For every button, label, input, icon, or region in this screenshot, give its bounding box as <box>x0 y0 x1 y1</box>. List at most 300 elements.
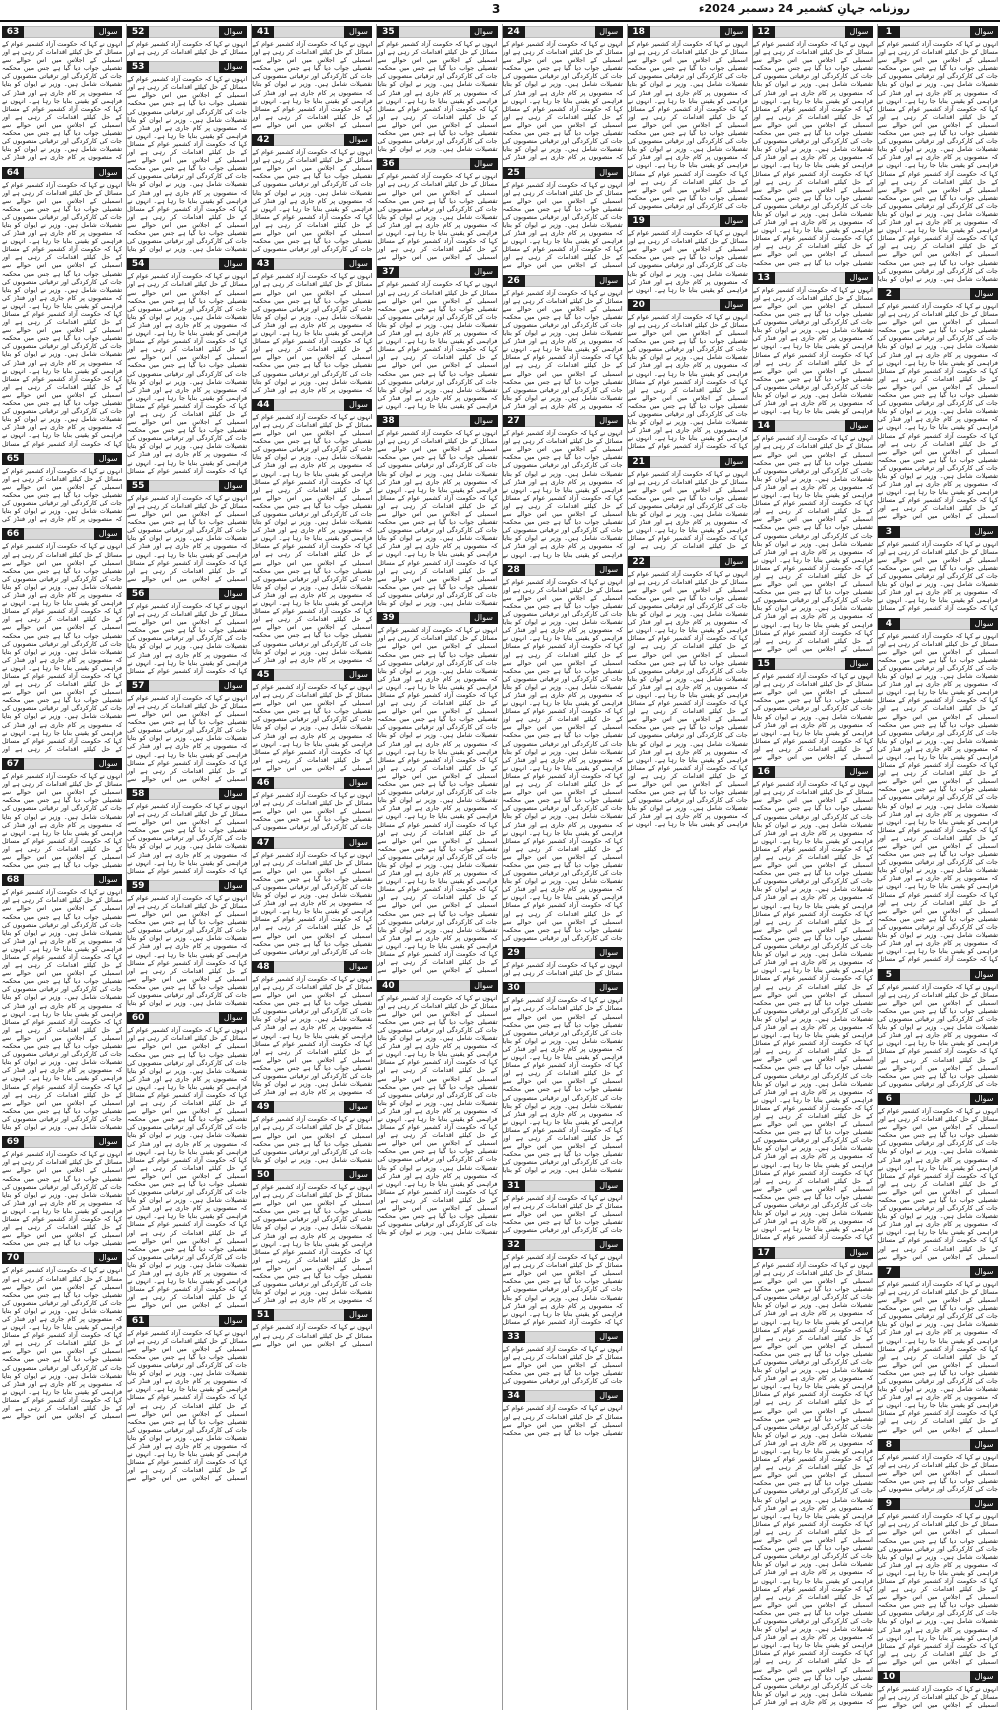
question-body-text: انہوں نے کہا کہ حکومت آزاد کشمیر عوام کے مسائل کے حل کیلئے اقدامات کر رہی ہے اور اسمبلی کے اجلاس میں اس حوالے سے تفصیلی جواب دیا گیا ہے جس میں محکمہ جات کی کارکردگی اور ترقیاتی منصوبوں کی تفصیلات شامل ہیں۔ وزیر نے ایوان کو بتایا کہ منصوبوں پر کام جاری ہے اور فنڈز کی فراہمی کو یقینی بنایا جا رہا ہے۔ انہوں نے کہا کہ حکومت آزاد کشمیر عوام کے مسائل کے حل کیلئے اقدامات کر رہی ہے اور اسمبلی کے اجلاس میں اس حوالے سے <box>127 493 248 583</box>
question-number: 70 <box>2 1252 24 1264</box>
question-body-text: انہوں نے کہا کہ حکومت آزاد کشمیر عوام کے مسائل کے حل کیلئے اقدامات کر رہی ہے اور اسمبلی کے اجلاس میں اس حوالے سے تفصیلی جواب دیا گیا ہے جس میں محکمہ جات کی کارکردگی اور ترقیاتی منصوبوں کی تفصیلات شامل ہیں۔ وزیر نے ایوان کو بتایا کہ منصوبوں پر کام جاری ہے اور فنڈز کی فراہمی کو یقینی بنایا جا رہا ہے۔ انہوں نے کہا کہ حکومت آزاد کشمیر عوام کے مسائل کے حل کیلئے اقدامات کر رہی ہے اور اسمبلی کے اجلاس میں اس حوالے سے تفصیلی جواب دیا گیا ہے جس میں محکمہ جات کی کارکردگی اور ترقیاتی منصوبوں کی تفصیلات شامل ہیں۔ وزیر نے ایوان کو بتایا کہ منصوبوں پر کام جاری ہے اور فنڈز کی <box>502 40 623 162</box>
question-rule-bar <box>274 961 344 973</box>
question-body-text: انہوں نے کہا کہ حکومت آزاد کشمیر عوام کے مسائل کے حل کیلئے اقدامات کر رہی ہے اور اسمبلی کے اجلاس میں اس حوالے سے تفصیلی جواب دیا گیا ہے جس میں محکمہ جات کی کارکردگی اور ترقیاتی منصوبوں کی تفصیلات شامل ہیں۔ وزیر نے ایوان کو بتایا کہ منصوبوں پر کام جاری ہے اور فنڈز کی فراہمی کو یقینی بنایا جا رہا ہے۔ انہوں نے کہا کہ حکومت آزاد کشمیر عوام کے مسائل کے حل کیلئے اقدامات کر رہی ہے اور اسمبلی کے اجلاس میں اس حوالے سے تفصیلی جواب دیا گیا ہے جس میں محکمہ جات کی کارکردگی اور ترقیاتی منصوبوں کی تفصیلات شامل ہیں۔ وزیر نے ایوان کو بتایا کہ منصوبوں پر کام جاری ہے اور فنڈز کی فراہمی کو یقینی بنایا جا رہا ہے۔ انہوں نے کہا کہ حکومت آزاد کشمیر عوام کے مسائل کے حل کیلئے اقدامات کر رہی ہے اور اسمبلی کے اجلاس میں اس حوالے سے تفصیلی جواب دیا گیا ہے جس میں محکمہ جات کی کارکردگی اور ترقیاتی منصوبوں کی تفصیلات شامل ہیں۔ وزیر نے ایوان کو بتایا کہ منصوبوں پر کام جاری ہے اور فنڈز کی فراہمی کو یقینی بنایا جا رہا ہے۔ انہوں نے کہا کہ حکومت آزاد کشمیر عوام کے مسائل کے حل کیلئے اقدامات کر رہی ہے اور اسمبلی کے اجلاس میں اس حوالے سے تفصیلی جواب دیا گیا ہے جس میں محکمہ جات کی کارکردگی اور ترقیاتی منصوبوں کی تفصیلات شامل ہیں۔ وزیر نے ایوان کو بتایا <box>377 993 498 1237</box>
question-header <box>503 415 623 427</box>
question-header <box>252 1101 372 1113</box>
question-rule-bar <box>149 788 219 800</box>
question-body-text: انہوں نے کہا کہ حکومت آزاد کشمیر عوام کے مسائل کے حل کیلئے اقدامات کر رہی ہے اور اسمبلی کے اجلاس میں اس حوالے سے تفصیلی جواب دیا گیا ہے جس میں محکمہ جات کی کارکردگی اور ترقیاتی منصوبوں کی تفصیلات شامل ہیں۔ وزیر نے ایوان کو بتایا کہ منصوبوں پر کام جاری ہے اور فنڈز کی فراہمی کو یقینی بنایا جا رہا ہے۔ انہوں نے کہا کہ حکومت آزاد کشمیر عوام کے مسائل کے حل کیلئے اقدامات کر رہی ہے اور اسمبلی کے اجلاس میں اس حوالے سے تفصیلی جواب دیا گیا ہے جس میں محکمہ جات کی کارکردگی اور ترقیاتی منصوبوں کی تفصیلات شامل ہیں۔ وزیر نے ایوان کو بتایا کہ منصوبوں پر کام جاری ہے اور فنڈز کی فراہمی کو یقینی بنایا جا رہا ہے۔ انہوں نے کہا کہ حکومت آزاد کشمیر عوام کے مسائل کے حل کیلئے اقدامات کر رہی ہے اور اسمبلی کے اجلاس میں اس حوالے سے <box>877 1512 998 1666</box>
question-rule-bar <box>525 564 595 576</box>
question-marker: سوال <box>219 788 247 800</box>
question-header <box>127 258 247 270</box>
question-number: 29 <box>503 947 525 959</box>
question-item <box>628 454 748 551</box>
question-item <box>2 165 122 448</box>
question-header <box>377 26 497 38</box>
question-number: 48 <box>252 961 274 973</box>
question-item <box>377 610 497 974</box>
question-rule-bar <box>149 26 219 38</box>
question-number: 24 <box>503 26 525 38</box>
question-number: 30 <box>503 982 525 994</box>
question-rule-bar <box>274 399 344 411</box>
question-rule-bar <box>399 612 469 624</box>
question-item <box>503 273 623 411</box>
question-body-text: انہوں نے کہا کہ حکومت آزاد کشمیر عوام کے مسائل کے حل کیلئے اقدامات کر رہی ہے اور اسمبلی کے اجلاس میں اس حوالے سے تفصیلی جواب دیا گیا ہے جس میں محکمہ جات کی کارکردگی اور ترقیاتی منصوبوں کی تفصیلات شامل ہیں۔ وزیر نے ایوان کو بتایا کہ منصوبوں پر کام جاری ہے اور فنڈز کی فراہمی کو یقینی بنایا جا رہا ہے۔ انہوں نے کہا کہ حکومت آزاد کشمیر عوام کے مسائل کے حل کیلئے اقدامات کر رہی ہے اور اسمبلی کے اجلاس میں اس حوالے سے تفصیلی جواب دیا گیا ہے جس میں محکمہ جات کی کارکردگی اور ترقیاتی منصوبوں کی تفصیلات شامل ہیں۔ وزیر نے ایوان کو بتایا کہ منصوبوں پر کام جاری ہے اور فنڈز کی فراہمی کو یقینی بنایا جا رہا ہے۔ انہوں نے کہا کہ حکومت آزاد کشمیر عوام کے مسائل کے حل کیلئے اقدامات کر رہی ہے اور اسمبلی کے اجلاس میں اس حوالے سے تفصیلی جواب دیا گیا ہے جس میں محکمہ جات کی کارکردگی اور ترقیاتی منصوبوں کی تفصیلات شامل ہیں۔ وزیر نے ایوان کو بتایا کہ منصوبوں پر کام جاری ہے اور فنڈز کی فراہمی کو یقینی بنایا جا رہا ہے۔ انہوں نے کہا کہ حکومت آزاد کشمیر عوام کے مسائل کے حل کیلئے اقدامات کر رہی ہے اور اسمبلی کے اجلاس میں اس حوالے سے <box>877 302 998 521</box>
question-number: 35 <box>377 26 399 38</box>
question-marker: سوال <box>845 26 873 38</box>
question-marker: سوال <box>470 26 498 38</box>
question-item <box>503 562 623 943</box>
question-marker: سوال <box>344 1309 372 1321</box>
page-number: 3 <box>492 2 501 16</box>
question-number: 20 <box>628 299 650 311</box>
question-header <box>878 288 998 300</box>
question-body-text: انہوں نے کہا کہ حکومت آزاد کشمیر عوام کے مسائل کے حل کیلئے اقدامات کر رہی ہے اور اسمبلی کے اجلاس میں اس حوالے سے تفصیلی جواب دیا گیا ہے جس میں محکمہ جات کی کارکردگی اور ترقیاتی منصوبوں کی تفصیلات شامل ہیں۔ وزیر نے ایوان کو بتایا کہ منصوبوں پر کام جاری ہے اور فنڈز کی فراہمی کو یقینی بنایا جا رہا ہے۔ انہوں نے کہا کہ حکومت آزاد کشمیر عوام کے مسائل کے حل کیلئے اقدامات کر رہی ہے اور اسمبلی کے اجلاس میں اس حوالے سے تفصیلی جواب دیا گیا ہے جس میں محکمہ جات کی کارکردگی اور ترقیاتی منصوبوں کی تفصیلات شامل ہیں۔ وزیر نے ایوان کو بتایا کہ منصوبوں پر کام جاری ہے اور فنڈز کی فراہمی کو یقینی بنایا جا رہا ہے۔ انہوں نے کہا کہ حکومت آزاد کشمیر عوام کے مسائل کے حل کیلئے اقدامات کر رہی ہے اور اسمبلی کے اجلاس میں اس حوالے سے تفصیلی جواب دیا گیا ہے جس میں محکمہ جات کی کارکردگی اور ترقیاتی منصوبوں کی <box>627 40 748 210</box>
question-header <box>503 982 623 994</box>
question-number: 18 <box>628 26 650 38</box>
question-marker: سوال <box>720 456 748 468</box>
question-item <box>878 1264 998 1434</box>
question-marker: سوال <box>470 415 498 427</box>
question-item <box>878 1669 998 1710</box>
question-body-text: انہوں نے کہا کہ حکومت آزاد کشمیر عوام کے مسائل کے حل کیلئے اقدامات کر رہی ہے اور اسمبلی کے اجلاس میں اس حوالے سے تفصیلی جواب دیا گیا ہے جس میں محکمہ جات کی کارکردگی اور ترقیاتی منصوبوں کی تفصیلات شامل ہیں۔ وزیر نے ایوان کو بتایا کہ منصوبوں پر کام جاری ہے اور فنڈز کی فراہمی کو یقینی بنایا جا رہا ہے۔ انہوں نے کہا کہ حکومت آزاد کشمیر عوام کے مسائل کے حل کیلئے اقدامات کر رہی ہے اور اسمبلی کے اجلاس میں اس حوالے سے تفصیلی جواب دیا گیا ہے جس میں محکمہ جات کی کارکردگی اور ترقیاتی منصوبوں کی تفصیلات شامل ہیں۔ وزیر نے ایوان کو بتایا کہ منصوبوں پر کام جاری ہے اور فنڈز کی فراہمی کو یقینی بنایا جا رہا ہے۔ انہوں نے کہا کہ حکومت آزاد کشمیر عوام کے مسائل کے حل کیلئے اقدامات کر رہی ہے اور اسمبلی کے اجلاس میں اس حوالے سے تفصیلی جواب دیا گیا ہے جس میں محکمہ جات کی کارکردگی اور ترقیاتی منصوبوں کی تفصیلات شامل ہیں۔ وزیر نے ایوان کو بتایا کہ منصوبوں پر کام جاری ہے اور فنڈز کی فراہمی کو یقینی بنایا جا رہا ہے۔ انہوں نے کہا کہ حکومت آزاد کشمیر عوام کے مسائل کے حل کیلئے اقدامات کر رہی ہے اور اسمبلی کے اجلاس میں اس حوالے سے تفصیلی جواب دیا گیا ہے جس میں محکمہ جات کی کارکردگی اور ترقیاتی منصوبوں کی تفصیلات شامل ہیں۔ وزیر نے ایوان کو بتایا کہ منصوبوں پر کام جاری ہے اور فنڈز کی فراہمی کو یقینی بنایا جا رہا ہے۔ انہوں نے کہا کہ حکومت آزاد کشمیر عوام کے مسائل کے حل کیلئے اقدامات کر رہی ہے اور اسمبلی کے اجلاس میں اس حوالے سے <box>127 1026 248 1310</box>
question-number: 44 <box>252 399 274 411</box>
question-item <box>252 397 372 664</box>
question-body-text: انہوں نے کہا کہ حکومت آزاد کشمیر عوام کے مسائل کے حل کیلئے اقدامات کر رہی ہے اور اسمبلی کے اجلاس میں اس حوالے سے تفصیلی جواب دیا گیا ہے جس میں محکمہ جات کی کارکردگی اور ترقیاتی منصوبوں کی تفصیلات شامل ہیں۔ وزیر نے ایوان کو بتایا کہ منصوبوں پر کام جاری ہے اور فنڈز کی فراہمی کو یقینی بنایا جا رہا ہے۔ انہوں نے کہا کہ حکومت آزاد کشمیر عوام کے مسائل کے حل کیلئے اقدامات کر رہی ہے اور اسمبلی کے اجلاس میں اس حوالے سے تفصیلی جواب دیا گیا ہے جس میں محکمہ جات کی کارکردگی اور ترقیاتی منصوبوں کی تفصیلات شامل ہیں۔ وزیر نے ایوان کو بتایا کہ منصوبوں پر کام جاری ہے اور فنڈز کی فراہمی کو یقینی بنایا جا رہا ہے۔ انہوں نے <box>502 429 623 559</box>
question-item <box>753 270 873 416</box>
question-rule-bar <box>274 26 344 38</box>
question-header <box>628 215 748 227</box>
question-header <box>377 612 497 624</box>
question-body-text: انہوں نے کہا کہ حکومت آزاد کشمیر عوام کے مسائل کے حل کیلئے اقدامات کر رہی ہے اور اسمبلی کے اجلاس میں اس حوالے سے تفصیلی جواب دیا گیا ہے جس میں محکمہ جات کی کارکردگی اور ترقیاتی منصوبوں کی تفصیلات شامل ہیں۔ وزیر نے ایوان کو بتایا کہ منصوبوں پر کام جاری ہے اور فنڈز کی فراہمی کو یقینی بنایا جا رہا ہے۔ انہوں نے کہا کہ حکومت آزاد کشمیر عوام کے مسائل کے حل کیلئے اقدامات کر رہی ہے اور اسمبلی کے اجلاس میں اس حوالے سے تفصیلی جواب دیا گیا ہے جس میں محکمہ جات کی کارکردگی اور ترقیاتی منصوبوں کی تفصیلات شامل ہیں۔ وزیر نے ایوان کو بتایا کہ منصوبوں پر کام جاری ہے اور فنڈز کی فراہمی کو یقینی بنایا جا رہا ہے۔ انہوں نے کہا کہ حکومت آزاد کشمیر عوام کے مسائل کے حل کیلئے اقدامات کر رہی ہے اور اسمبلی کے اجلاس میں اس حوالے سے تفصیلی جواب دیا گیا ہے جس میں محکمہ جات کی کارکردگی اور ترقیاتی منصوبوں کی تفصیلات شامل ہیں۔ وزیر نے ایوان کو بتایا کہ منصوبوں پر کام جاری ہے اور فنڈز کی فراہمی کو یقینی بنایا جا رہا ہے۔ انہوں نے کہا کہ حکومت آزاد کشمیر عوام کے مسائل کے حل کیلئے اقدامات کر رہی ہے اور اسمبلی کے اجلاس میں اس حوالے سے تفصیلی جواب دیا گیا ہے جس میں محکمہ جات کی کارکردگی اور ترقیاتی منصوبوں کی تفصیلات شامل ہیں۔ وزیر نے ایوان کو بتایا <box>2 888 123 1131</box>
question-item <box>628 554 748 829</box>
question-number: 49 <box>252 1101 274 1113</box>
question-body-text: انہوں نے کہا کہ حکومت آزاد کشمیر عوام کے مسائل کے حل کیلئے اقدامات کر رہی ہے اور اسمبلی کے اجلاس میں اس حوالے سے تفصیلی جواب دیا گیا ہے جس میں محکمہ جات کی کارکردگی اور ترقیاتی منصوبوں کی تفصیلات شامل ہیں۔ وزیر نے ایوان کو بتایا کہ منصوبوں پر کام جاری ہے اور فنڈز کی فراہمی کو یقینی بنایا جا رہا ہے۔ انہوں نے کہا کہ حکومت آزاد کشمیر عوام کے مسائل کے حل کیلئے اقدامات کر رہی ہے اور اسمبلی کے اجلاس میں اس حوالے سے <box>252 682 373 772</box>
question-rule-bar <box>24 26 94 38</box>
question-header <box>503 1390 623 1402</box>
question-item <box>252 775 372 832</box>
newspaper-column <box>752 24 873 1710</box>
question-number: 25 <box>503 167 525 179</box>
question-rule-bar <box>274 669 344 681</box>
question-rule-bar <box>900 26 970 38</box>
question-rule-bar <box>24 167 94 179</box>
question-number: 61 <box>127 1315 149 1327</box>
question-item <box>127 878 247 1007</box>
question-rule-bar <box>650 26 720 38</box>
question-body-text: انہوں نے کہا کہ حکومت آزاد کشمیر عوام کے مسائل کے حل کیلئے اقدامات کر رہی ہے اور اسمبلی کے اجلاس میں اس حوالے سے تفصیلی جواب دیا گیا ہے جس میں محکمہ جات کی کارکردگی اور ترقیاتی منصوبوں کی تفصیلات شامل ہیں۔ وزیر نے ایوان کو بتایا کہ منصوبوں پر کام جاری ہے اور فنڈز کی فراہمی کو یقینی بنایا جا رہا ہے۔ انہوں نے کہا کہ حکومت آزاد کشمیر عوام کے مسائل کے حل کیلئے اقدامات کر رہی ہے اور اسمبلی کے اجلاس میں اس حوالے سے تفصیلی جواب دیا گیا ہے جس میں محکمہ جات کی کارکردگی اور ترقیاتی منصوبوں کی تفصیلات شامل ہیں۔ وزیر نے ایوان کو بتایا کہ منصوبوں پر کام جاری ہے اور فنڈز کی <box>2 40 123 162</box>
question-marker: سوال <box>595 167 623 179</box>
newspaper-column <box>376 24 497 1710</box>
question-number: 15 <box>753 658 775 670</box>
question-item <box>503 165 623 270</box>
question-rule-bar <box>650 556 720 568</box>
question-number: 41 <box>252 26 274 38</box>
question-body-text: انہوں نے کہا کہ حکومت آزاد کشمیر عوام کے مسائل کے حل کیلئے اقدامات کر رہی ہے اور اسمبلی کے اجلاس میں اس حوالے سے تفصیلی جواب دیا گیا ہے جس میں محکمہ جات کی کارکردگی اور ترقیاتی منصوبوں کی <box>502 1344 623 1386</box>
question-header <box>2 1252 122 1264</box>
question-header <box>878 1671 998 1683</box>
question-rule-bar <box>149 1012 219 1024</box>
question-item <box>127 1313 247 1483</box>
question-rule-bar <box>650 215 720 227</box>
question-header <box>503 947 623 959</box>
question-number: 19 <box>628 215 650 227</box>
question-number: 28 <box>503 564 525 576</box>
question-rule-bar <box>149 880 219 892</box>
question-marker: سوال <box>219 258 247 270</box>
newspaper-column <box>2 24 122 1710</box>
question-rule-bar <box>900 288 970 300</box>
question-item <box>753 764 873 1242</box>
question-number: 14 <box>753 420 775 432</box>
question-body-text: انہوں نے کہا کہ حکومت آزاد کشمیر عوام کے مسائل کے حل کیلئے اقدامات کر رہی ہے اور اسمبلی کے اجلاس میں اس حوالے سے <box>877 1685 998 1710</box>
question-item <box>127 24 247 56</box>
question-marker: سوال <box>94 758 122 770</box>
question-marker: سوال <box>595 947 623 959</box>
question-number: 16 <box>753 766 775 778</box>
question-header <box>127 1315 247 1327</box>
question-marker: سوال <box>219 588 247 600</box>
question-body-text: انہوں نے کہا کہ حکومت آزاد کشمیر عوام کے مسائل کے حل کیلئے اقدامات کر رہی ہے اور اسمبلی کے اجلاس میں اس حوالے سے تفصیلی جواب دیا گیا ہے جس میں محکمہ جات کی کارکردگی اور ترقیاتی منصوبوں کی تفصیلات شامل ہیں۔ وزیر نے ایوان کو بتایا کہ منصوبوں پر کام جاری ہے اور فنڈز کی فراہمی کو یقینی بنایا جا رہا ہے۔ انہوں نے <box>627 229 748 294</box>
question-header <box>628 26 748 38</box>
question-rule-bar <box>900 618 970 630</box>
question-marker: سوال <box>970 26 998 38</box>
question-body-text: انہوں نے کہا کہ حکومت آزاد کشمیر عوام کے مسائل کے حل کیلئے اقدامات کر رہی ہے اور اسمبلی کے اجلاس میں اس حوالے سے تفصیلی جواب دیا گیا ہے جس میں محکمہ جات کی کارکردگی اور ترقیاتی منصوبوں کی <box>252 791 373 832</box>
question-rule-bar <box>900 1498 970 1510</box>
question-header <box>753 766 873 778</box>
question-header <box>2 1136 122 1148</box>
question-number: 57 <box>127 680 149 692</box>
question-item <box>878 524 998 613</box>
question-marker: سوال <box>219 680 247 692</box>
question-number: 8 <box>878 1439 900 1451</box>
question-header <box>377 415 497 427</box>
question-header <box>503 275 623 287</box>
question-marker: سوال <box>219 1012 247 1024</box>
question-header <box>127 480 247 492</box>
question-number: 42 <box>252 134 274 146</box>
question-body-text: انہوں نے کہا کہ حکومت آزاد کشمیر عوام کے مسائل کے حل کیلئے اقدامات کر رہی ہے اور اسمبلی کے اجلاس میں اس حوالے سے تفصیلی جواب دیا گیا ہے جس میں محکمہ جات کی کارکردگی اور ترقیاتی منصوبوں کی تفصیلات شامل ہیں۔ وزیر نے ایوان کو بتایا کہ منصوبوں پر کام جاری ہے اور فنڈز کی فراہمی کو یقینی بنایا جا رہا ہے۔ انہوں نے کہا کہ حکومت آزاد کشمیر عوام کے مسائل کے حل کیلئے اقدامات کر رہی ہے اور اسمبلی کے اجلاس میں اس حوالے سے <box>502 180 623 270</box>
question-number: 12 <box>753 26 775 38</box>
question-header <box>2 26 122 38</box>
question-marker: سوال <box>970 1498 998 1510</box>
question-rule-bar <box>399 415 469 427</box>
question-number: 17 <box>753 1247 775 1259</box>
question-rule-bar <box>525 167 595 179</box>
question-body-text: انہوں نے کہا کہ حکومت آزاد کشمیر عوام کے مسائل کے حل کیلئے اقدامات کر رہی ہے اور اسمبلی کے اجلاس میں اس حوالے سے تفصیلی جواب دیا گیا ہے جس میں محکمہ جات کی کارکردگی اور ترقیاتی منصوبوں کی تفصیلات شامل ہیں۔ وزیر نے ایوان کو بتایا کہ منصوبوں پر کام جاری ہے اور فنڈز کی فراہمی کو یقینی بنایا جا رہا ہے۔ انہوں نے کہا کہ حکومت آزاد کشمیر عوام کے مسائل کے حل کیلئے اقدامات کر رہی ہے اور اسمبلی کے اجلاس میں اس حوالے سے تفصیلی جواب دیا گیا ہے جس میں محکمہ <box>2 772 123 870</box>
question-body-text: انہوں نے کہا کہ حکومت آزاد کشمیر عوام کے مسائل کے حل کیلئے اقدامات کر رہی ہے اور اسمبلی کے اجلاس میں اس حوالے سے تفصیلی جواب دیا گیا ہے جس میں محکمہ جات کی کارکردگی اور ترقیاتی منصوبوں کی تفصیلات شامل ہیں۔ وزیر نے ایوان کو بتایا کہ منصوبوں پر کام جاری ہے اور فنڈز کی فراہمی کو یقینی بنایا جا رہا ہے۔ انہوں نے کہا کہ حکومت آزاد کشمیر عوام کے مسائل کے حل کیلئے اقدامات کر رہی ہے اور اسمبلی کے اجلاس میں اس حوالے سے تفصیلی جواب دیا گیا ہے جس میں محکمہ جات کی کارکردگی اور ترقیاتی منصوبوں کی تفصیلات شامل ہیں۔ وزیر نے ایوان کو بتایا کہ منصوبوں پر کام جاری ہے اور فنڈز کی <box>252 974 373 1097</box>
question-body-text: انہوں نے کہا کہ حکومت آزاد کشمیر عوام کے مسائل کے حل کیلئے اقدامات کر رہی ہے اور اسمبلی کے اجلاس میں اس حوالے سے تفصیلی جواب دیا گیا ہے جس میں محکمہ جات کی کارکردگی اور ترقیاتی منصوبوں کی تفصیلات شامل ہیں۔ وزیر نے ایوان کو بتایا کہ منصوبوں پر کام جاری ہے اور فنڈز کی فراہمی کو یقینی بنایا جا رہا ہے۔ انہوں نے کہا کہ حکومت آزاد کشمیر عوام کے مسائل کے حل کیلئے اقدامات کر رہی ہے اور اسمبلی کے اجلاس میں اس حوالے سے تفصیلی جواب دیا گیا ہے جس میں محکمہ جات کی کارکردگی اور ترقیاتی منصوبوں کی تفصیلات شامل ہیں۔ وزیر نے ایوان کو بتایا کہ منصوبوں پر کام جاری ہے اور فنڈز کی فراہمی کو یقینی بنایا جا رہا ہے۔ انہوں نے کہا کہ حکومت آزاد کشمیر عوام کے مسائل کے حل کیلئے اقدامات کر رہی ہے اور اسمبلی کے اجلاس میں اس حوالے سے <box>2 1266 123 1421</box>
question-header <box>503 167 623 179</box>
question-rule-bar <box>900 526 970 538</box>
question-body-text: انہوں نے کہا کہ حکومت آزاد کشمیر عوام کے مسائل کے حل کیلئے اقدامات کر رہی ہے اور اسمبلی کے اجلاس میں اس حوالے سے تفصیلی جواب دیا گیا ہے جس میں محکمہ جات کی کارکردگی اور ترقیاتی منصوبوں کی تفصیلات شامل ہیں۔ وزیر نے ایوان کو بتایا کہ منصوبوں پر کام جاری ہے اور فنڈز کی فراہمی کو یقینی بنایا جا رہا ہے۔ انہوں نے کہا کہ حکومت آزاد کشمیر عوام کے مسائل <box>127 801 248 875</box>
question-header <box>2 758 122 770</box>
question-item <box>127 786 247 875</box>
question-body-text: انہوں نے کہا کہ حکومت آزاد کشمیر عوام کے مسائل کے حل کیلئے اقدامات کر رہی ہے اور اسمبلی کے اجلاس میں اس حوالے سے تفصیلی جواب دیا گیا ہے جس میں محکمہ جات کی کارکردگی اور ترقیاتی منصوبوں کی تفصیلات شامل ہیں۔ وزیر نے ایوان کو بتایا کہ منصوبوں پر کام جاری ہے اور فنڈز کی فراہمی کو یقینی بنایا جا رہا ہے۔ انہوں نے کہا کہ حکومت آزاد کشمیر عوام کے مسائل کے حل کیلئے اقدامات کر رہی ہے اور اسمبلی کے اجلاس میں اس حوالے سے تفصیلی جواب دیا گیا ہے جس میں محکمہ جات کی کارکردگی اور ترقیاتی منصوبوں کی تفصیلات شامل ہیں۔ وزیر نے ایوان کو بتایا کہ منصوبوں پر کام جاری ہے اور فنڈز کی فراہمی کو یقینی بنایا جا رہا ہے۔ انہوں نے کہا کہ حکومت آزاد کشمیر عوام کے مسائل کے حل کیلئے اقدامات کر رہی ہے اور اسمبلی کے اجلاس میں اس حوالے سے <box>127 1328 248 1483</box>
question-item <box>377 413 497 607</box>
question-number: 4 <box>878 618 900 630</box>
question-number: 53 <box>127 61 149 73</box>
question-marker: سوال <box>970 288 998 300</box>
question-marker: سوال <box>970 1093 998 1105</box>
question-number: 9 <box>878 1498 900 1510</box>
question-number: 67 <box>2 758 24 770</box>
question-header <box>252 961 372 973</box>
question-header <box>252 134 372 146</box>
question-rule-bar <box>775 26 845 38</box>
question-item <box>503 1388 623 1436</box>
question-header <box>127 680 247 692</box>
question-item <box>878 967 998 1088</box>
newspaper-column <box>502 24 623 1710</box>
question-body-text: انہوں نے کہا کہ حکومت آزاد کشمیر عوام کے مسائل کے حل کیلئے اقدامات کر رہی ہے اور اسمبلی کے اجلاس میں اس حوالے سے تفصیلی جواب دیا گیا ہے جس میں محکمہ جات کی کارکردگی اور ترقیاتی منصوبوں کی تفصیلات شامل ہیں۔ وزیر نے ایوان کو بتایا کہ منصوبوں پر کام جاری ہے اور فنڈز کی فراہمی کو یقینی بنایا جا رہا ہے۔ انہوں نے کہا کہ حکومت آزاد کشمیر عوام کے مسائل کے حل کیلئے اقدامات کر رہی ہے اور اسمبلی کے اجلاس میں اس حوالے سے تفصیلی جواب دیا گیا ہے جس میں محکمہ جات کی کارکردگی اور ترقیاتی منصوبوں کی <box>252 850 373 956</box>
question-marker: سوال <box>94 1252 122 1264</box>
question-rule-bar <box>149 480 219 492</box>
question-rule-bar <box>650 456 720 468</box>
question-marker: سوال <box>845 272 873 284</box>
question-body-text: انہوں نے کہا کہ حکومت آزاد کشمیر عوام کے مسائل کے حل کیلئے اقدامات کر رہی ہے اور اسمبلی کے اجلاس میں اس حوالے سے تفصیلی جواب دیا گیا ہے جس میں محکمہ جات کی کارکردگی اور ترقیاتی منصوبوں کی تفصیلات شامل ہیں۔ وزیر نے ایوان کو بتایا کہ منصوبوں پر کام جاری ہے اور فنڈز کی فراہمی کو یقینی بنایا جا رہا ہے۔ انہوں نے کہا کہ حکومت آزاد کشمیر عوام کے مسائل کے حل کیلئے اقدامات کر رہی ہے اور اسمبلی کے اجلاس میں اس حوالے سے تفصیلی جواب دیا گیا ہے جس میں محکمہ جات کی کارکردگی اور ترقیاتی منصوبوں کی تفصیلات شامل ہیں۔ وزیر نے ایوان کو بتایا کہ منصوبوں پر کام جاری ہے اور فنڈز کی فراہمی کو یقینی بنایا جا رہا ہے۔ انہوں نے <box>377 280 498 410</box>
question-number: 63 <box>2 26 24 38</box>
question-rule-bar <box>274 1309 344 1321</box>
question-item <box>2 872 122 1131</box>
question-body-text: انہوں نے کہا کہ حکومت آزاد کشمیر عوام کے مسائل کے حل کیلئے اقدامات کر رہی ہے اور اسمبلی کے اجلاس میں اس حوالے سے تفصیلی جواب دیا گیا ہے جس میں محکمہ جات کی کارکردگی اور ترقیاتی منصوبوں کی تفصیلات شامل ہیں۔ وزیر نے ایوان کو بتایا کہ منصوبوں پر کام جاری ہے اور فنڈز کی <box>2 466 123 524</box>
question-marker: سوال <box>970 1439 998 1451</box>
question-item <box>753 1245 873 1707</box>
question-item <box>252 1099 372 1164</box>
question-number: 2 <box>878 288 900 300</box>
question-body-text: انہوں نے کہا کہ حکومت آزاد کشمیر عوام کے مسائل کے حل کیلئے اقدامات کر رہی ہے اور اسمبلی کے اجلاس میں اس حوالے سے تفصیلی جواب دیا گیا ہے جس میں محکمہ جات کی کارکردگی اور ترقیاتی منصوبوں کی تفصیلات شامل ہیں۔ وزیر نے ایوان کو بتایا کہ منصوبوں پر کام جاری ہے اور فنڈز کی فراہمی کو یقینی بنایا جا رہا ہے۔ انہوں نے کہا کہ حکومت آزاد کشمیر عوام کے مسائل کے حل کیلئے اقدامات کر رہی ہے اور اسمبلی کے اجلاس میں اس حوالے سے تفصیلی جواب دیا گیا ہے جس میں محکمہ جات کی کارکردگی اور ترقیاتی منصوبوں کی تفصیلات شامل ہیں۔ وزیر نے ایوان کو بتایا کہ منصوبوں پر کام جاری ہے اور فنڈز کی فراہمی کو یقینی بنایا جا رہا ہے۔ انہوں نے کہا کہ حکومت آزاد کشمیر عوام کے مسائل کے حل کیلئے اقدامات کر رہی ہے اور اسمبلی کے اجلاس میں اس حوالے سے تفصیلی جواب دیا گیا ہے جس میں محکمہ جات کی کارکردگی اور ترقیاتی منصوبوں کی تفصیلات شامل ہیں۔ وزیر نے ایوان کو بتایا کہ منصوبوں پر کام جاری ہے اور فنڈز کی فراہمی کو یقینی بنایا جا رہا ہے۔ انہوں نے کہا کہ حکومت آزاد کشمیر عوام کے مسائل کے حل کیلئے اقدامات کر رہی ہے اور <box>2 542 123 753</box>
question-rule-bar <box>900 1093 970 1105</box>
question-item <box>252 256 372 394</box>
question-number: 34 <box>503 1390 525 1402</box>
question-body-text: انہوں نے کہا کہ حکومت آزاد کشمیر عوام کے مسائل کے حل کیلئے اقدامات کر رہی ہے اور اسمبلی کے اجلاس میں اس حوالے سے تفصیلی جواب دیا گیا ہے جس میں محکمہ <box>502 1404 623 1437</box>
question-item <box>878 1437 998 1494</box>
question-item <box>503 945 623 977</box>
question-header <box>252 399 372 411</box>
question-item <box>127 59 247 253</box>
question-rule-bar <box>149 588 219 600</box>
question-body-text: انہوں نے کہا کہ حکومت آزاد کشمیر عوام کے مسائل کے حل کیلئے اقدامات کر رہی ہے اور اسمبلی کے اجلاس میں اس حوالے سے تفصیلی جواب دیا گیا ہے جس میں محکمہ جات کی کارکردگی اور ترقیاتی منصوبوں کی تفصیلات شامل ہیں۔ وزیر نے ایوان کو بتایا کہ منصوبوں پر کام جاری ہے اور فنڈز کی فراہمی کو یقینی بنایا جا رہا ہے۔ انہوں نے کہا کہ حکومت آزاد کشمیر عوام کے مسائل کے حل کیلئے اقدامات کر رہی ہے اور اسمبلی کے اجلاس میں اس حوالے سے تفصیلی جواب دیا گیا ہے جس میں محکمہ جات کی کارکردگی اور ترقیاتی منصوبوں کی تفصیلات شامل ہیں۔ وزیر نے ایوان کو بتایا کہ منصوبوں پر کام جاری ہے اور فنڈز کی فراہمی کو یقینی بنایا جا رہا ہے۔ انہوں نے کہا کہ حکومت آزاد کشمیر عوام کے مسائل کے حل کیلئے اقدامات کر رہی ہے اور اسمبلی کے اجلاس میں اس حوالے سے تفصیلی جواب دیا گیا ہے جس میں محکمہ جات کی کارکردگی اور ترقیاتی منصوبوں کی تفصیلات شامل ہیں۔ وزیر نے ایوان کو بتایا کہ منصوبوں پر کام جاری ہے اور فنڈز کی فراہمی کو یقینی بنایا جا رہا ہے۔ انہوں نے کہا کہ حکومت آزاد کشمیر عوام کے مسائل کے حل کیلئے اقدامات کر رہی ہے اور اسمبلی کے اجلاس میں اس حوالے سے تفصیلی جواب دیا گیا ہے جس میں محکمہ جات کی کارکردگی اور ترقیاتی منصوبوں کی تفصیلات شامل ہیں۔ وزیر نے ایوان کو بتایا کہ منصوبوں پر کام جاری ہے اور فنڈز کی فراہمی کو یقینی بنایا جا رہا ہے۔ انہوں نے کہا کہ حکومت آزاد کشمیر عوام کے مسائل کے حل کیلئے اقدامات کر رہی ہے اور اسمبلی کے اجلاس میں اس حوالے سے تفصیلی جواب دیا گیا ہے جس میں محکمہ جات کی کارکردگی اور ترقیاتی منصوبوں کی تفصیلات شامل ہیں۔ وزیر نے ایوان کو بتایا کہ منصوبوں پر کام جاری ہے اور فنڈز کی فراہمی کو یقینی بنایا جا رہا ہے۔ انہوں نے کہا کہ حکومت آزاد کشمیر عوام کے مسائل <box>877 631 998 964</box>
question-item <box>878 24 998 283</box>
question-body-text: انہوں نے کہا کہ حکومت آزاد کشمیر عوام کے مسائل کے حل کیلئے اقدامات کر رہی ہے اور اسمبلی کے اجلاس میں اس حوالے سے تفصیلی جواب دیا گیا ہے جس میں محکمہ جات کی کارکردگی اور ترقیاتی منصوبوں کی تفصیلات شامل ہیں۔ وزیر نے ایوان کو بتایا کہ منصوبوں پر کام جاری ہے اور فنڈز کی فراہمی کو یقینی بنایا جا رہا ہے۔ انہوں نے کہا کہ حکومت آزاد کشمیر عوام کے مسائل کے حل کیلئے اقدامات کر رہی ہے اور اسمبلی کے اجلاس میں اس حوالے سے تفصیلی جواب دیا گیا ہے جس میں محکمہ جات کی کارکردگی اور ترقیاتی منصوبوں کی تفصیلات شامل ہیں۔ وزیر نے ایوان کو بتایا کہ منصوبوں پر کام جاری ہے اور فنڈز کی <box>252 1182 373 1305</box>
question-rule-bar <box>900 1439 970 1451</box>
question-item <box>2 756 122 869</box>
question-marker: سوال <box>94 874 122 886</box>
question-header <box>2 453 122 465</box>
question-number: 22 <box>628 556 650 568</box>
question-rule-bar <box>525 1331 595 1343</box>
masthead-dateline: روزنامہ جہانِ کشمیر 24 دسمبر 2024ء <box>698 2 910 15</box>
question-marker: سوال <box>344 1101 372 1113</box>
question-marker: سوال <box>94 528 122 540</box>
question-item <box>2 526 122 753</box>
question-rule-bar <box>24 453 94 465</box>
question-number: 58 <box>127 788 149 800</box>
question-rule-bar <box>775 658 845 670</box>
question-header <box>127 1012 247 1024</box>
question-marker: سوال <box>344 1169 372 1181</box>
question-rule-bar <box>525 1180 595 1192</box>
question-number: 47 <box>252 837 274 849</box>
question-rule-bar <box>399 158 469 170</box>
question-item <box>252 835 372 956</box>
question-number: 27 <box>503 415 525 427</box>
question-header <box>753 658 873 670</box>
question-number: 65 <box>2 453 24 465</box>
question-item <box>252 1307 372 1347</box>
question-item <box>628 297 748 451</box>
question-body-text: انہوں نے کہا کہ حکومت آزاد کشمیر عوام کے مسائل کے حل کیلئے اقدامات کر رہی ہے اور اسمبلی کے اجلاس میں اس حوالے سے تفصیلی جواب دیا گیا ہے جس میں محکمہ جات کی کارکردگی اور ترقیاتی منصوبوں کی تفصیلات شامل ہیں۔ وزیر نے ایوان کو بتایا کہ منصوبوں پر کام جاری ہے اور فنڈز کی فراہمی کو یقینی بنایا جا رہا ہے۔ انہوں نے کہا کہ حکومت آزاد کشمیر عوام کے مسائل کے حل کیلئے اقدامات کر رہی ہے اور اسمبلی کے اجلاس میں اس حوالے سے تفصیلی جواب دیا گیا ہے جس میں محکمہ جات کی کارکردگی اور ترقیاتی منصوبوں کی تفصیلات شامل ہیں۔ وزیر نے ایوان کو بتایا <box>127 893 248 1008</box>
question-header <box>127 26 247 38</box>
question-header <box>503 564 623 576</box>
question-body-text: انہوں نے کہا کہ حکومت آزاد کشمیر عوام کے مسائل کے حل کیلئے اقدامات کر رہی ہے اور اسمبلی کے اجلاس میں اس حوالے سے تفصیلی جواب دیا گیا ہے جس میں محکمہ جات کی کارکردگی اور ترقیاتی منصوبوں کی تفصیلات شامل ہیں۔ وزیر نے ایوان کو بتایا کہ منصوبوں پر کام جاری ہے اور فنڈز کی فراہمی کو یقینی بنایا جا رہا ہے۔ انہوں نے کہا کہ حکومت آزاد کشمیر عوام کے مسائل کے حل کیلئے اقدامات کر رہی ہے اور اسمبلی کے اجلاس میں اس حوالے سے تفصیلی جواب دیا گیا ہے جس میں محکمہ جات کی کارکردگی اور ترقیاتی منصوبوں کی تفصیلات شامل ہیں۔ وزیر نے ایوان کو بتایا کہ منصوبوں پر کام جاری ہے اور فنڈز کی فراہمی کو یقینی بنایا جا رہا ہے۔ انہوں نے <box>752 285 873 416</box>
question-number: 13 <box>753 272 775 284</box>
question-number: 54 <box>127 258 149 270</box>
question-header <box>127 61 247 73</box>
question-header <box>252 777 372 789</box>
question-body-text: انہوں نے کہا کہ حکومت آزاد کشمیر عوام کے مسائل کے حل کیلئے اقدامات کر رہی ہے اور اسمبلی کے اجلاس میں اس حوالے سے تفصیلی جواب دیا گیا ہے جس میں محکمہ جات کی کارکردگی اور ترقیاتی منصوبوں کی تفصیلات شامل ہیں۔ وزیر نے ایوان کو بتایا کہ منصوبوں پر کام جاری ہے اور فنڈز کی فراہمی کو یقینی بنایا جا رہا ہے۔ انہوں نے کہا کہ حکومت آزاد کشمیر عوام کے مسائل کے حل کیلئے اقدامات کر رہی ہے اور اسمبلی کے اجلاس میں اس حوالے سے تفصیلی جواب دیا گیا ہے جس میں محکمہ جات کی کارکردگی اور ترقیاتی منصوبوں کی تفصیلات شامل ہیں۔ وزیر نے ایوان کو بتایا کہ منصوبوں پر کام جاری ہے اور فنڈز کی <box>502 288 623 410</box>
question-rule-bar <box>775 766 845 778</box>
question-number: 66 <box>2 528 24 540</box>
question-body-text: انہوں نے کہا کہ حکومت آزاد کشمیر عوام کے مسائل کے حل کیلئے اقدامات کر رہی ہے اور اسمبلی کے اجلاس میں اس حوالے سے تفصیلی جواب دیا گیا ہے جس میں محکمہ جات کی کارکردگی اور ترقیاتی منصوبوں کی تفصیلات شامل ہیں۔ وزیر نے ایوان کو بتایا کہ منصوبوں پر کام جاری ہے اور فنڈز کی فراہمی کو یقینی بنایا جا رہا ہے۔ انہوں نے کہا کہ حکومت آزاد کشمیر عوام کے مسائل کے حل کیلئے اقدامات کر رہی ہے اور اسمبلی کے اجلاس میں اس حوالے سے تفصیلی جواب دیا گیا ہے جس میں محکمہ جات کی کارکردگی اور ترقیاتی منصوبوں کی تفصیلات شامل ہیں۔ وزیر نے ایوان کو بتایا کہ منصوبوں پر کام جاری ہے اور فنڈز کی فراہمی کو یقینی بنایا جا رہا ہے۔ انہوں نے کہا کہ حکومت آزاد کشمیر عوام کے مسائل کے حل کیلئے اقدامات کر رہی ہے اور اسمبلی کے اجلاس میں اس حوالے سے تفصیلی جواب دیا گیا ہے جس میں محکمہ جات کی کارکردگی اور ترقیاتی منصوبوں کی تفصیلات شامل ہیں۔ وزیر نے ایوان کو بتایا کہ منصوبوں پر کام جاری ہے اور فنڈز کی فراہمی کو یقینی بنایا جا رہا ہے۔ انہوں نے کہا کہ حکومت آزاد کشمیر عوام کے مسائل کے حل کیلئے اقدامات کر رہی ہے اور اسمبلی کے اجلاس میں اس حوالے سے تفصیلی جواب دیا گیا ہے جس میں محکمہ جات کی کارکردگی اور ترقیاتی منصوبوں کی تفصیلات شامل ہیں۔ وزیر نے ایوان کو بتایا کہ منصوبوں پر کام جاری ہے اور فنڈز کی فراہمی کو یقینی بنایا جا رہا ہے۔ انہوں نے <box>627 569 748 829</box>
question-item <box>503 24 623 162</box>
question-number: 43 <box>252 258 274 270</box>
question-body-text: انہوں نے کہا کہ حکومت آزاد کشمیر عوام کے مسائل کے حل کیلئے اقدامات کر رہی ہے اور اسمبلی کے اجلاس میں اس حوالے سے تفصیلی جواب دیا گیا ہے جس میں محکمہ جات کی کارکردگی اور ترقیاتی منصوبوں کی تفصیلات شامل ہیں۔ وزیر نے ایوان کو بتایا کہ منصوبوں پر کام جاری ہے اور فنڈز کی فراہمی کو یقینی بنایا جا رہا ہے۔ انہوں نے کہا کہ حکومت آزاد کشمیر عوام کے مسائل کے حل کیلئے اقدامات کر رہی ہے اور اسمبلی کے اجلاس میں اس حوالے سے تفصیلی جواب دیا گیا ہے جس میں محکمہ جات کی کارکردگی اور ترقیاتی منصوبوں کی <box>252 148 373 254</box>
question-marker: سوال <box>344 669 372 681</box>
question-marker: سوال <box>845 420 873 432</box>
question-rule-bar <box>525 947 595 959</box>
question-rule-bar <box>399 980 469 992</box>
question-number: 56 <box>127 588 149 600</box>
question-body-text: انہوں نے کہا کہ حکومت آزاد کشمیر عوام کے مسائل کے حل کیلئے اقدامات کر رہی ہے اور اسمبلی کے اجلاس میں اس حوالے سے تفصیلی جواب دیا گیا ہے جس میں محکمہ جات کی کارکردگی اور ترقیاتی منصوبوں کی تفصیلات شامل ہیں۔ وزیر نے ایوان کو بتایا کہ منصوبوں پر کام جاری ہے اور فنڈز کی فراہمی کو یقینی بنایا جا رہا ہے۔ انہوں نے کہا کہ حکومت آزاد کشمیر عوام کے مسائل کے حل کیلئے اقدامات کر رہی ہے اور اسمبلی کے اجلاس میں اس حوالے سے <box>252 40 373 129</box>
question-number: 6 <box>878 1093 900 1105</box>
question-body-text: انہوں نے کہا کہ حکومت آزاد کشمیر عوام کے مسائل کے حل کیلئے اقدامات کر رہی ہے اور <box>127 40 248 57</box>
question-item <box>127 678 247 783</box>
question-body-text: انہوں نے کہا کہ حکومت آزاد کشمیر عوام کے مسائل کے حل کیلئے اقدامات کر رہی ہے اور اسمبلی کے اجلاس میں اس حوالے سے تفصیلی جواب دیا گیا ہے جس میں محکمہ جات کی کارکردگی اور ترقیاتی منصوبوں کی تفصیلات شامل ہیں۔ وزیر نے ایوان کو بتایا کہ منصوبوں پر کام جاری ہے اور فنڈز کی فراہمی کو یقینی بنایا جا رہا ہے۔ انہوں نے کہا کہ حکومت آزاد کشمیر عوام کے مسائل کے حل کیلئے اقدامات کر رہی ہے اور اسمبلی کے اجلاس میں اس حوالے سے تفصیلی جواب دیا گیا ہے جس میں محکمہ جات کی کارکردگی اور ترقیاتی منصوبوں کی تفصیلات شامل ہیں۔ وزیر نے ایوان کو بتایا کہ منصوبوں پر کام جاری ہے اور فنڈز کی فراہمی کو یقینی بنایا جا رہا ہے۔ انہوں نے کہا کہ حکومت آزاد کشمیر عوام کے مسائل کے حل کیلئے اقدامات کر رہی ہے اور اسمبلی کے اجلاس میں اس حوالے سے تفصیلی جواب دیا گیا ہے جس میں محکمہ جات کی کارکردگی اور ترقیاتی منصوبوں کی تفصیلات شامل ہیں۔ وزیر نے ایوان کو بتایا کہ منصوبوں پر کام جاری ہے اور فنڈز کی فراہمی کو یقینی بنایا جا رہا ہے۔ انہوں نے کہا کہ حکومت آزاد کشمیر عوام کے مسائل کے حل کیلئے اقدامات کر رہی ہے اور اسمبلی کے اجلاس میں اس حوالے سے تفصیلی جواب دیا گیا ہے جس میں محکمہ جات کی کارکردگی اور ترقیاتی منصوبوں کی تفصیلات شامل ہیں۔ وزیر نے ایوان کو بتایا کہ منصوبوں پر کام جاری ہے اور فنڈز کی فراہمی کو یقینی بنایا جا رہا ہے۔ انہوں نے کہا کہ حکومت آزاد کشمیر عوام کے مسائل کے حل کیلئے اقدامات کر رہی ہے اور اسمبلی کے اجلاس میں اس حوالے سے تفصیلی جواب دیا گیا ہے جس میں محکمہ جات کی کارکردگی اور ترقیاتی منصوبوں کی تفصیلات شامل ہیں۔ وزیر نے ایوان کو بتایا کہ منصوبوں پر کام جاری ہے اور فنڈز کی فراہمی کو یقینی بنایا جا رہا ہے۔ انہوں نے کہا کہ حکومت آزاد کشمیر عوام کے مسائل کے حل کیلئے اقدامات کر رہی ہے اور اسمبلی کے اجلاس میں اس حوالے سے تفصیلی جواب دیا گیا ہے جس میں محکمہ جات کی کارکردگی اور ترقیاتی منصوبوں کی <box>502 577 623 942</box>
question-number: 33 <box>503 1331 525 1343</box>
question-rule-bar <box>24 1252 94 1264</box>
question-marker: سوال <box>595 1180 623 1192</box>
question-item <box>753 418 873 653</box>
question-header <box>2 167 122 179</box>
newspaper-column <box>251 24 372 1710</box>
question-item <box>252 959 372 1097</box>
question-header <box>503 1239 623 1251</box>
question-rule-bar <box>525 982 595 994</box>
question-marker: سوال <box>720 215 748 227</box>
question-item <box>127 586 247 675</box>
question-header <box>628 299 748 311</box>
question-marker: سوال <box>595 1239 623 1251</box>
question-header <box>377 266 497 278</box>
question-body-text: انہوں نے کہا کہ حکومت آزاد کشمیر عوام کے مسائل کے حل کیلئے اقدامات کر رہی ہے اور اسمبلی کے اجلاس میں اس حوالے سے تفصیلی جواب دیا گیا ہے جس میں محکمہ جات کی کارکردگی اور ترقیاتی منصوبوں کی تفصیلات شامل ہیں۔ وزیر نے ایوان کو بتایا کہ منصوبوں پر کام جاری ہے اور فنڈز کی فراہمی کو یقینی بنایا جا رہا ہے۔ انہوں نے کہا کہ حکومت آزاد کشمیر عوام کے مسائل کے حل کیلئے اقدامات کر رہی ہے اور اسمبلی کے اجلاس میں اس حوالے سے تفصیلی جواب دیا گیا ہے جس میں محکمہ جات کی کارکردگی اور ترقیاتی منصوبوں کی تفصیلات شامل ہیں۔ وزیر نے ایوان کو بتایا کہ منصوبوں پر کام جاری ہے اور فنڈز کی فراہمی کو یقینی بنایا جا رہا ہے۔ انہوں نے کہا کہ حکومت آزاد کشمیر عوام کے مسائل کے حل کیلئے اقدامات کر رہی ہے اور اسمبلی کے اجلاس میں اس حوالے سے تفصیلی جواب دیا گیا ہے جس میں محکمہ جات کی کارکردگی اور ترقیاتی منصوبوں کی تفصیلات شامل ہیں۔ وزیر نے ایوان کو بتایا کہ منصوبوں پر کام جاری ہے اور فنڈز کی فراہمی کو یقینی بنایا جا رہا ہے۔ انہوں نے کہا کہ حکومت آزاد کشمیر عوام کے مسائل کے حل کیلئے اقدامات کر رہی ہے اور اسمبلی کے اجلاس میں اس حوالے سے تفصیلی جواب دیا گیا ہے جس میں محکمہ جات کی کارکردگی اور ترقیاتی منصوبوں کی تفصیلات شامل ہیں۔ وزیر نے ایوان کو بتایا کہ منصوبوں پر کام جاری ہے اور فنڈز کی فراہمی کو یقینی بنایا جا رہا ہے۔ انہوں نے کہا کہ حکومت آزاد کشمیر عوام کے مسائل کے حل کیلئے اقدامات کر رہی ہے اور اسمبلی کے اجلاس میں اس حوالے سے تفصیلی جواب دیا گیا ہے جس میں محکمہ جات کی کارکردگی اور ترقیاتی منصوبوں کی تفصیلات شامل ہیں۔ وزیر نے ایوان کو بتایا کہ منصوبوں پر کام جاری ہے اور فنڈز کی فراہمی کو یقینی بنایا جا رہا ہے۔ انہوں نے کہا کہ حکومت آزاد کشمیر عوام کے مسائل کے حل کیلئے اقدامات کر رہی ہے اور اسمبلی کے اجلاس میں اس حوالے سے <box>377 626 498 975</box>
question-header <box>878 618 998 630</box>
question-rule-bar <box>525 1390 595 1402</box>
question-marker: سوال <box>94 1136 122 1148</box>
question-rule-bar <box>274 1169 344 1181</box>
question-item <box>503 1237 623 1326</box>
question-item <box>628 213 748 294</box>
question-rule-bar <box>274 837 344 849</box>
question-marker: سوال <box>219 880 247 892</box>
question-item <box>252 1167 372 1305</box>
question-body-text: انہوں نے کہا کہ حکومت آزاد کشمیر عوام کے مسائل کے حل کیلئے اقدامات کر رہی ہے اور اسمبلی کے اجلاس میں اس حوالے سے <box>252 1323 373 1348</box>
newspaper-column <box>877 24 998 1710</box>
question-rule-bar <box>24 874 94 886</box>
question-header <box>878 1439 998 1451</box>
question-marker: سوال <box>219 1315 247 1327</box>
question-rule-bar <box>149 1315 219 1327</box>
question-item <box>878 1496 998 1666</box>
question-rule-bar <box>775 1247 845 1259</box>
question-rule-bar <box>274 134 344 146</box>
question-rule-bar <box>775 420 845 432</box>
question-header <box>252 258 372 270</box>
question-header <box>878 1093 998 1105</box>
question-header <box>252 1309 372 1321</box>
question-marker: سوال <box>470 612 498 624</box>
question-body-text: انہوں نے کہا کہ حکومت آزاد کشمیر عوام کے مسائل کے حل کیلئے اقدامات کر رہی ہے اور اسمبلی کے اجلاس میں اس حوالے سے تفصیلی جواب دیا گیا ہے جس میں محکمہ جات کی کارکردگی اور ترقیاتی منصوبوں کی تفصیلات شامل ہیں۔ وزیر نے ایوان کو بتایا کہ منصوبوں پر کام جاری ہے اور فنڈز کی فراہمی کو یقینی بنایا جا رہا ہے۔ انہوں نے کہا کہ حکومت آزاد کشمیر عوام کے مسائل <box>877 539 998 613</box>
question-marker: سوال <box>595 26 623 38</box>
question-marker: سوال <box>845 766 873 778</box>
question-header <box>753 1247 873 1259</box>
question-number: 39 <box>377 612 399 624</box>
question-item <box>252 667 372 772</box>
question-marker: سوال <box>970 526 998 538</box>
question-body-text: انہوں نے کہا کہ حکومت آزاد کشمیر عوام کے مسائل کے حل کیلئے اقدامات کر رہی ہے اور اسمبلی کے اجلاس میں اس حوالے سے تفصیلی جواب دیا گیا ہے جس میں محکمہ جات کی کارکردگی اور ترقیاتی منصوبوں کی تفصیلات شامل ہیں۔ وزیر نے ایوان کو بتایا کہ منصوبوں پر کام جاری ہے اور فنڈز کی فراہمی کو یقینی بنایا جا رہا ہے۔ انہوں نے کہا کہ حکومت آزاد کشمیر عوام کے مسائل کے حل کیلئے اقدامات کر رہی ہے اور اسمبلی کے اجلاس میں اس حوالے سے <box>377 172 498 262</box>
question-number: 68 <box>2 874 24 886</box>
question-number: 1 <box>878 26 900 38</box>
question-body-text: انہوں نے کہا کہ حکومت آزاد کشمیر عوام کے مسائل کے حل کیلئے اقدامات کر رہی ہے اور اسمبلی کے اجلاس میں اس حوالے سے تفصیلی جواب دیا گیا ہے جس میں محکمہ جات کی کارکردگی اور ترقیاتی منصوبوں کی <box>502 1193 623 1234</box>
question-body-text: انہوں نے کہا کہ حکومت آزاد کشمیر عوام کے مسائل کے حل کیلئے اقدامات کر رہی ہے اور اسمبلی کے اجلاس میں اس حوالے سے تفصیلی جواب دیا گیا ہے جس میں محکمہ جات کی کارکردگی اور ترقیاتی منصوبوں کی تفصیلات شامل ہیں۔ وزیر نے ایوان کو بتایا کہ منصوبوں پر کام جاری ہے اور فنڈز کی فراہمی کو یقینی بنایا جا رہا ہے۔ انہوں نے کہا کہ حکومت آزاد کشمیر عوام کے مسائل <box>127 601 248 675</box>
question-item <box>252 24 372 129</box>
question-body-text: انہوں نے کہا کہ حکومت آزاد کشمیر عوام کے مسائل کے حل کیلئے اقدامات کر رہی ہے اور اسمبلی کے اجلاس میں اس حوالے سے تفصیلی جواب دیا گیا ہے جس میں محکمہ جات کی کارکردگی اور ترقیاتی منصوبوں کی تفصیلات شامل ہیں۔ وزیر نے ایوان کو بتایا کہ منصوبوں پر کام جاری ہے اور فنڈز کی فراہمی کو یقینی بنایا جا رہا ہے۔ انہوں نے کہا کہ حکومت آزاد کشمیر عوام کے مسائل کے حل کیلئے اقدامات کر رہی ہے اور اسمبلی کے اجلاس میں اس حوالے سے تفصیلی جواب دیا گیا ہے جس میں محکمہ جات کی کارکردگی اور ترقیاتی منصوبوں کی تفصیلات شامل ہیں۔ وزیر نے ایوان کو بتایا کہ منصوبوں پر کام جاری ہے اور فنڈز کی فراہمی کو یقینی بنایا جا رہا ہے۔ انہوں نے کہا کہ حکومت آزاد کشمیر عوام کے مسائل کے حل کیلئے اقدامات کر رہی ہے اور اسمبلی کے اجلاس میں اس حوالے سے تفصیلی جواب دیا گیا ہے جس میں محکمہ جات کی کارکردگی اور ترقیاتی منصوبوں کی تفصیلات شامل ہیں۔ وزیر نے ایوان کو بتایا کہ منصوبوں پر کام جاری ہے اور فنڈز کی فراہمی کو یقینی بنایا جا رہا ہے۔ انہوں نے کہا کہ حکومت آزاد کشمیر عوام کے مسائل کے حل کیلئے اقدامات کر رہی ہے اور اسمبلی کے اجلاس میں اس حوالے سے تفصیلی جواب دیا گیا ہے جس میں محکمہ جات کی کارکردگی اور ترقیاتی منصوبوں کی تفصیلات شامل ہیں۔ وزیر نے ایوان کو بتایا کہ منصوبوں پر کام جاری ہے اور فنڈز کی فراہمی کو یقینی بنایا جا رہا ہے۔ انہوں نے کہا کہ حکومت آزاد کشمیر عوام کے مسائل کے حل کیلئے اقدامات کر رہی ہے اور اسمبلی کے اجلاس میں اس حوالے سے تفصیلی جواب دیا گیا ہے جس میں محکمہ جات کی کارکردگی اور ترقیاتی منصوبوں کی تفصیلات شامل ہیں۔ وزیر نے ایوان کو بتایا کہ منصوبوں پر کام جاری ہے اور فنڈز کی فراہمی کو یقینی بنایا جا رہا ہے۔ انہوں نے کہا کہ حکومت آزاد کشمیر عوام کے مسائل کے حل کیلئے اقدامات کر رہی ہے اور اسمبلی کے اجلاس میں اس حوالے سے تفصیلی جواب دیا گیا ہے جس میں محکمہ جات کی کارکردگی اور ترقیاتی منصوبوں کی تفصیلات شامل ہیں۔ وزیر نے ایوان کو بتایا کہ منصوبوں پر کام جاری ہے اور فنڈز کی فراہمی کو یقینی بنایا جا رہا ہے۔ انہوں نے کہا کہ حکومت آزاد کشمیر عوام کے مسائل کے حل کیلئے اقدامات کر رہی ہے اور اسمبلی کے اجلاس میں اس حوالے سے تفصیلی جواب دیا گیا ہے جس میں محکمہ جات کی کارکردگی اور ترقیاتی منصوبوں کی تفصیلات شامل ہیں۔ وزیر نے ایوان کو بتایا کہ منصوبوں پر کام جاری ہے اور فنڈز کی <box>752 1260 873 1706</box>
question-number: 21 <box>628 456 650 468</box>
question-rule-bar <box>900 969 970 981</box>
question-number: 50 <box>252 1169 274 1181</box>
question-marker: سوال <box>470 980 498 992</box>
question-item <box>503 413 623 559</box>
question-header <box>252 669 372 681</box>
question-marker: سوال <box>219 26 247 38</box>
question-marker: سوال <box>94 453 122 465</box>
question-item <box>628 24 748 210</box>
question-body-text: انہوں نے کہا کہ حکومت آزاد کشمیر عوام کے مسائل کے حل کیلئے اقدامات کر رہی ہے اور اسمبلی کے اجلاس میں اس حوالے سے تفصیلی جواب دیا گیا ہے جس میں محکمہ جات کی کارکردگی اور ترقیاتی منصوبوں کی تفصیلات شامل ہیں۔ وزیر نے ایوان کو بتایا کہ منصوبوں پر کام جاری ہے اور فنڈز کی فراہمی کو یقینی بنایا جا رہا ہے۔ انہوں نے کہا کہ حکومت آزاد کشمیر عوام کے مسائل کے حل کیلئے اقدامات کر رہی ہے اور اسمبلی کے اجلاس میں اس حوالے سے تفصیلی جواب دیا گیا ہے جس میں محکمہ جات کی کارکردگی اور ترقیاتی منصوبوں کی تفصیلات شامل ہیں۔ وزیر نے ایوان کو بتایا کہ منصوبوں پر کام جاری ہے اور فنڈز کی فراہمی کو یقینی بنایا جا رہا ہے۔ انہوں نے کہا کہ حکومت آزاد کشمیر عوام کے مسائل کے حل کیلئے اقدامات کر رہی ہے اور اسمبلی کے اجلاس میں اس حوالے سے تفصیلی جواب دیا گیا ہے جس میں محکمہ جات کی کارکردگی اور ترقیاتی منصوبوں کی تفصیلات شامل ہیں۔ وزیر نے ایوان کو بتایا کہ منصوبوں پر کام جاری ہے اور فنڈز کی فراہمی کو یقینی بنایا جا رہا ہے۔ انہوں نے کہا کہ حکومت آزاد کشمیر عوام کے مسائل کے حل کیلئے اقدامات کر رہی ہے اور اسمبلی کے اجلاس میں اس حوالے سے <box>752 434 873 653</box>
question-number: 36 <box>377 158 399 170</box>
newspaper-column <box>627 24 748 1710</box>
question-body-text: انہوں نے کہا کہ حکومت آزاد کشمیر عوام کے مسائل کے حل کیلئے اقدامات کر رہی ہے اور اسمبلی کے اجلاس میں اس حوالے سے تفصیلی جواب دیا گیا ہے جس میں محکمہ جات کی کارکردگی اور ترقیاتی منصوبوں کی <box>877 1452 998 1494</box>
question-marker: سوال <box>720 26 748 38</box>
question-rule-bar <box>274 258 344 270</box>
question-item <box>2 24 122 162</box>
question-rule-bar <box>149 680 219 692</box>
question-header <box>878 526 998 538</box>
question-rule-bar <box>24 758 94 770</box>
question-rule-bar <box>900 1266 970 1278</box>
question-header <box>878 26 998 38</box>
question-item <box>377 24 497 153</box>
question-number: 38 <box>377 415 399 427</box>
question-header <box>753 26 873 38</box>
question-item <box>252 132 372 253</box>
question-body-text: انہوں نے کہا کہ حکومت آزاد کشمیر عوام کے مسائل کے حل کیلئے اقدامات کر رہی ہے اور <box>502 961 623 978</box>
question-marker: سوال <box>970 1671 998 1683</box>
question-number: 60 <box>127 1012 149 1024</box>
question-rule-bar <box>274 777 344 789</box>
question-marker: سوال <box>344 134 372 146</box>
newspaper-column <box>126 24 247 1710</box>
question-item <box>377 156 497 261</box>
question-body-text: انہوں نے کہا کہ حکومت آزاد کشمیر عوام کے مسائل کے حل کیلئے اقدامات کر رہی ہے اور اسمبلی کے اجلاس میں اس حوالے سے تفصیلی جواب دیا گیا ہے جس میں محکمہ جات کی کارکردگی اور ترقیاتی منصوبوں کی تفصیلات شامل ہیں۔ وزیر نے ایوان کو بتایا کہ منصوبوں پر کام جاری ہے اور فنڈز کی فراہمی کو یقینی بنایا جا رہا ہے۔ انہوں نے کہا کہ حکومت آزاد کشمیر عوام کے مسائل کے حل کیلئے اقدامات کر رہی ہے اور اسمبلی کے اجلاس میں اس حوالے سے تفصیلی جواب دیا گیا ہے جس میں محکمہ جات کی کارکردگی اور ترقیاتی منصوبوں کی تفصیلات شامل ہیں۔ وزیر نے ایوان کو بتایا کہ منصوبوں پر کام جاری ہے اور فنڈز کی فراہمی کو یقینی بنایا جا رہا ہے۔ انہوں نے کہا کہ حکومت آزاد کشمیر عوام کے مسائل کے حل کیلئے اقدامات کر رہی ہے اور اسمبلی کے اجلاس میں اس حوالے سے تفصیلی جواب دیا گیا ہے جس میں محکمہ جات کی کارکردگی اور ترقیاتی منصوبوں کی تفصیلات شامل ہیں۔ وزیر نے ایوان کو بتایا کہ منصوبوں پر کام جاری ہے اور فنڈز کی فراہمی کو یقینی بنایا جا رہا ہے۔ انہوں نے کہا کہ حکومت آزاد کشمیر عوام کے مسائل کے حل کیلئے اقدامات کر رہی ہے اور اسمبلی کے اجلاس میں اس حوالے سے تفصیلی جواب دیا گیا ہے جس میں محکمہ <box>752 40 873 267</box>
